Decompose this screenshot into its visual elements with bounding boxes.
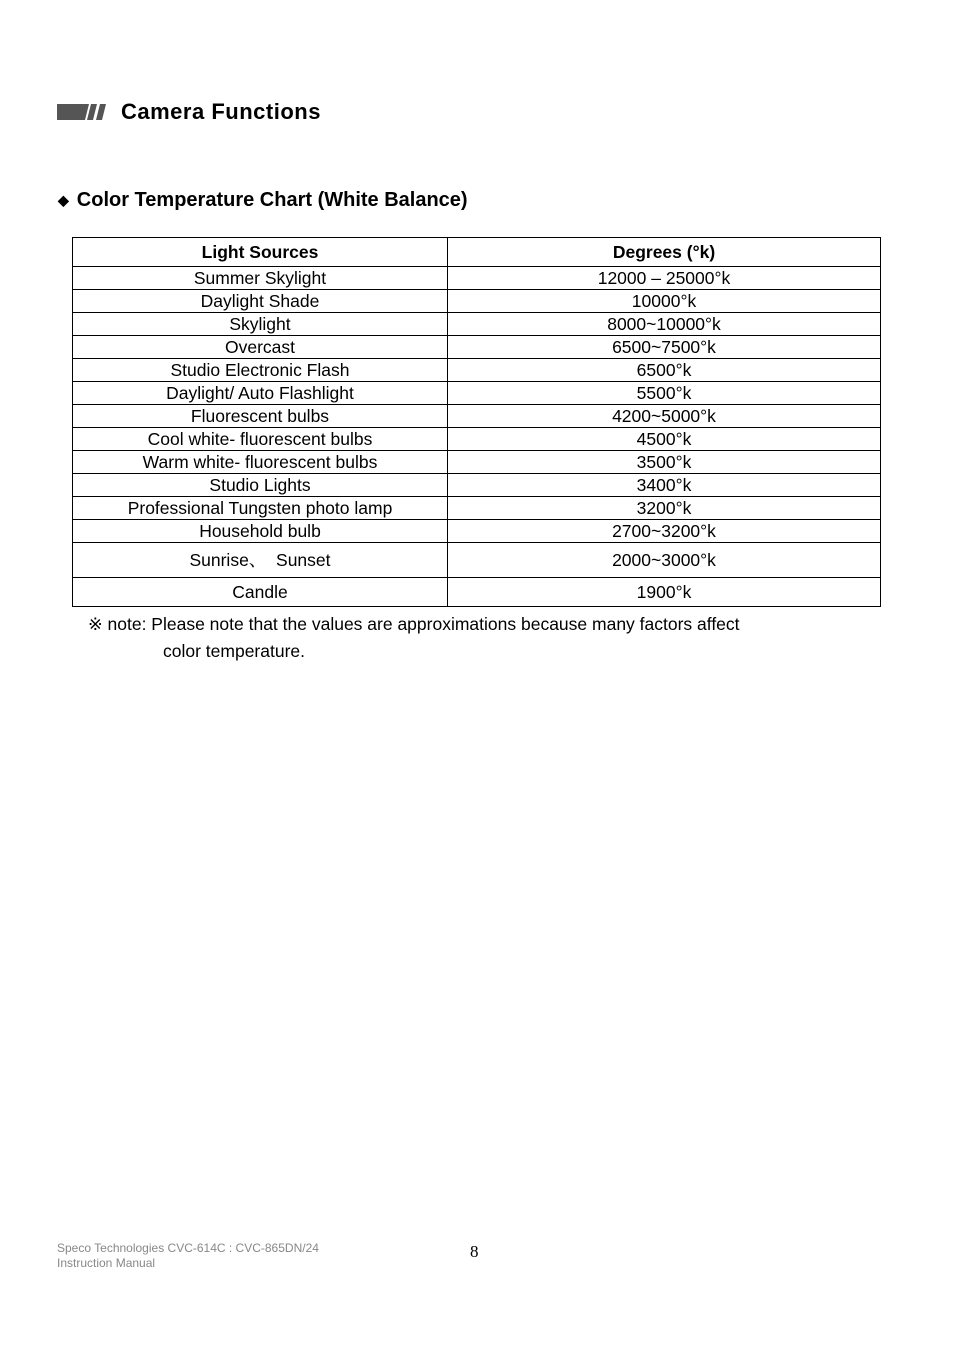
column-header-degrees: Degrees (°k) (448, 238, 881, 267)
page-number: 8 (470, 1242, 479, 1261)
table-row (73, 336, 881, 359)
light-source-cell: Daylight Shade (73, 290, 448, 313)
table-header-row (73, 238, 881, 267)
column-header-light-sources: Light Sources (73, 238, 448, 267)
section-title: Color Temperature Chart (White Balance) (76, 189, 468, 211)
header-stripes-icon (57, 102, 107, 122)
table-row (73, 474, 881, 497)
degrees-cell: 4500°k (448, 428, 881, 451)
footer-product-info (57, 1241, 319, 1271)
degrees-cell: 8000~10000°k (448, 313, 881, 336)
page-header (57, 98, 321, 126)
footer-line-1: Speco Technologies CVC-614C : CVC-865DN/24 (57, 1241, 319, 1255)
color-temperature-table (72, 237, 881, 607)
table-row (73, 520, 881, 543)
table-row (73, 382, 881, 405)
light-source-cell: Daylight/ Auto Flashlight (73, 382, 448, 405)
degrees-cell: 3200°k (448, 497, 881, 520)
table-row (73, 359, 881, 382)
light-source-cell: Sunrise、 Sunset (73, 543, 448, 578)
degrees-cell: 6500~7500°k (448, 336, 881, 359)
light-source-cell: Cool white- fluorescent bulbs (73, 428, 448, 451)
degrees-cell: 5500°k (448, 382, 881, 405)
diamond-bullet-icon: ◆ (58, 192, 69, 208)
degrees-cell: 4200~5000°k (448, 405, 881, 428)
degrees-cell: 3400°k (448, 474, 881, 497)
degrees-cell: 2000~3000°k (448, 543, 881, 578)
degrees-cell: 1900°k (448, 578, 881, 607)
table-row (73, 313, 881, 336)
table-row (73, 267, 881, 290)
light-source-cell: Studio Lights (73, 474, 448, 497)
degrees-cell: 2700~3200°k (448, 520, 881, 543)
light-source-cell: Professional Tungsten photo lamp (73, 497, 448, 520)
light-source-cell: Summer Skylight (73, 267, 448, 290)
degrees-cell: 12000 – 25000°k (448, 267, 881, 290)
note-line-2: color temperature. (163, 641, 306, 661)
light-source-cell: Fluorescent bulbs (73, 405, 448, 428)
table-row (73, 497, 881, 520)
degrees-cell: 6500°k (448, 359, 881, 382)
light-source-cell: Skylight (73, 313, 448, 336)
light-source-cell: Warm white- fluorescent bulbs (73, 451, 448, 474)
table-row (73, 451, 881, 474)
table-row (73, 578, 881, 607)
table-row (73, 543, 881, 578)
degrees-cell: 10000°k (448, 290, 881, 313)
section-heading (58, 189, 468, 212)
table-row (73, 290, 881, 313)
approximation-note (88, 611, 740, 665)
header-title: Camera Functions (121, 99, 321, 124)
degrees-cell: 3500°k (448, 451, 881, 474)
light-source-cell: Overcast (73, 336, 448, 359)
light-source-cell: Household bulb (73, 520, 448, 543)
footer-line-2: Instruction Manual (57, 1256, 156, 1270)
note-line-1: ※ note: Please note that the values are approximations because many factors affect (88, 614, 740, 634)
table-row (73, 428, 881, 451)
light-source-cell: Candle (73, 578, 448, 607)
light-source-cell: Studio Electronic Flash (73, 359, 448, 382)
table-row (73, 405, 881, 428)
